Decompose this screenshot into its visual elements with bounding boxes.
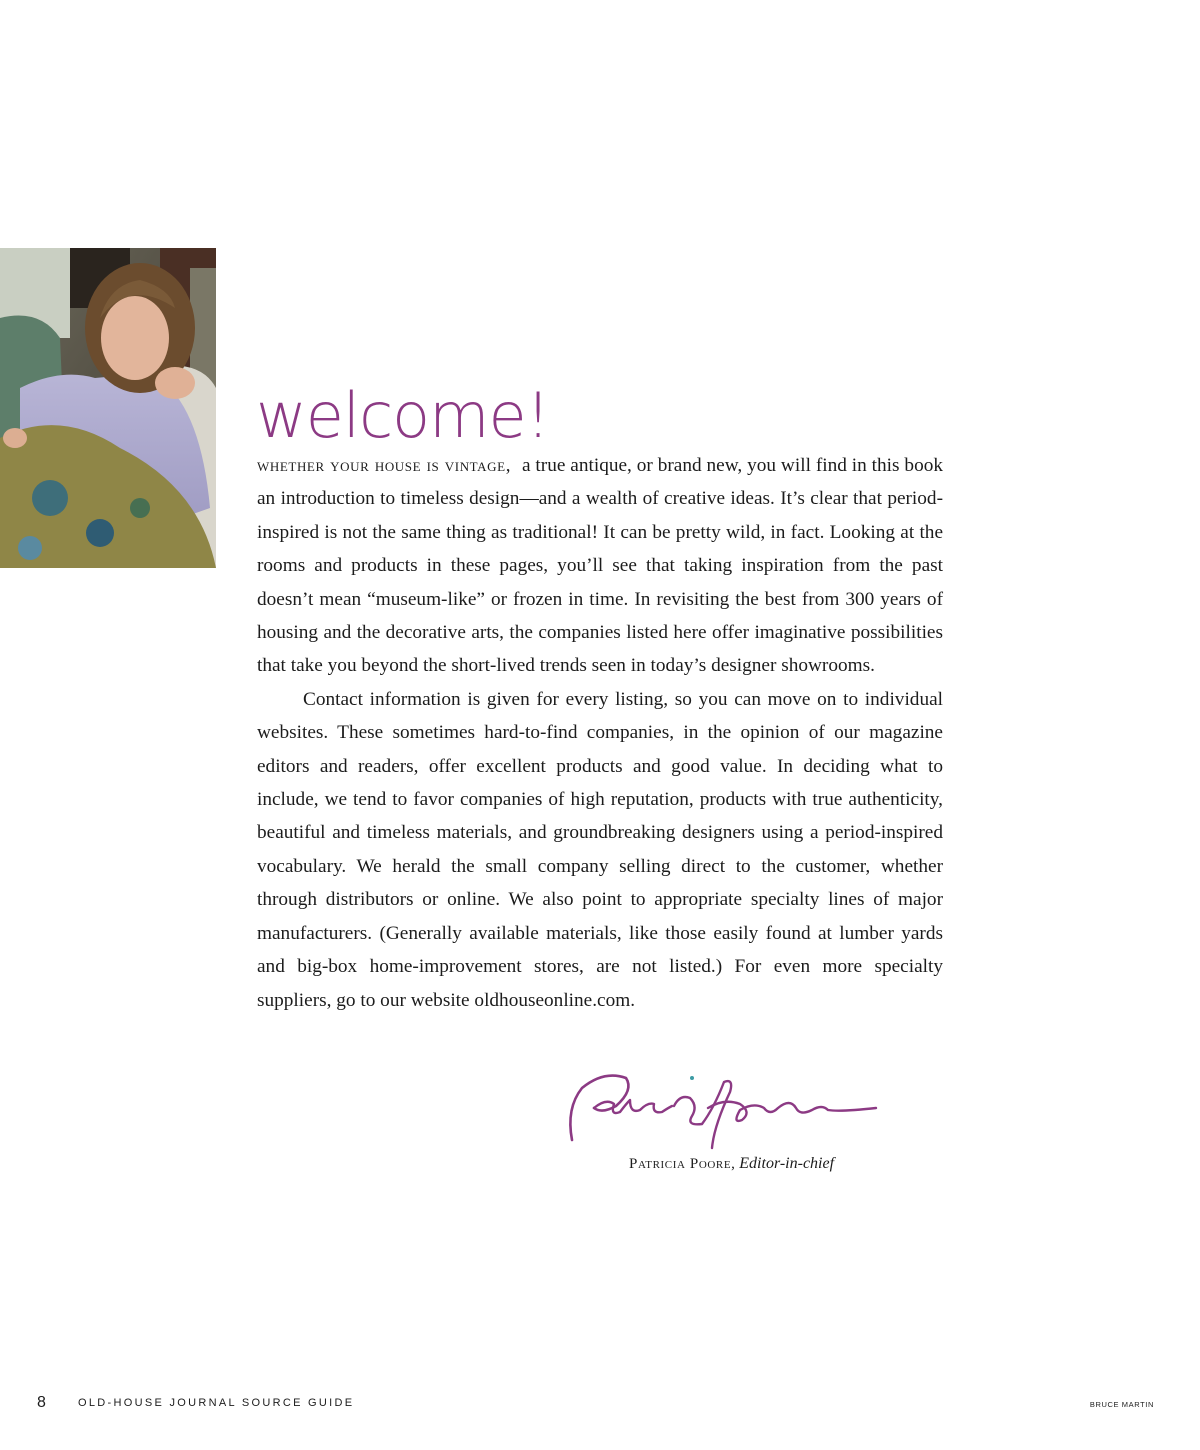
editor-title: Editor-in-chief xyxy=(739,1155,835,1172)
paragraph-1-text: a true antique, or brand new, you will find in this book an introduction to timeless design—and a wealth of creative ideas. It’s clear that period-inspired is not the same thing as traditional! It can be pretty wild, in fact. Looking at the rooms and products in these pages, you’ll see that taking inspiration from the past doesn’t mean “museum-like” or frozen in time. In revisiting the best from 300 years of housing and the decorative arts, the companies listed here offer imaginative possibilities that take you beyond the short-lived trends seen in today’s designer showrooms. xyxy=(257,455,943,677)
intro-paragraph-1 xyxy=(257,449,943,683)
intro-text xyxy=(257,449,943,1017)
running-title: OLD-HOUSE JOURNAL SOURCE GUIDE xyxy=(78,1397,355,1409)
page-footer xyxy=(37,1394,1154,1414)
page-heading: welcome! xyxy=(256,379,550,452)
photo-credit: BRUCE MARTIN xyxy=(1089,1400,1154,1409)
editor-portrait-photo xyxy=(0,248,216,568)
editor-signature xyxy=(564,1068,884,1158)
editor-attribution xyxy=(629,1155,834,1173)
intro-paragraph-2: Contact information is given for every listing, so you can move on to individual websites. These sometimes hard-to-find companies, in the opinion of our magazine editors and readers, offer excellent products and good value. In deciding what to include, we tend to favor companies of high reputation, products with true authenticity, beautiful and timeless materials, and groundbreaking designers using a period-inspired vocabulary. We herald the small company selling direct to the customer, whether through distributors or online. We also point to appropriate specialty lines of major manufacturers. (Generally available materials, like those easily found at lumber yards and big-box home-improvement stores, are not listed.) For even more specialty suppliers, go to our website oldhouseonline.com. xyxy=(257,688,943,1011)
editor-name: Patricia Poore, xyxy=(629,1156,736,1172)
lead-in-small-caps: whether your house is vintage, xyxy=(257,455,512,476)
page-number: 8 xyxy=(37,1394,46,1411)
